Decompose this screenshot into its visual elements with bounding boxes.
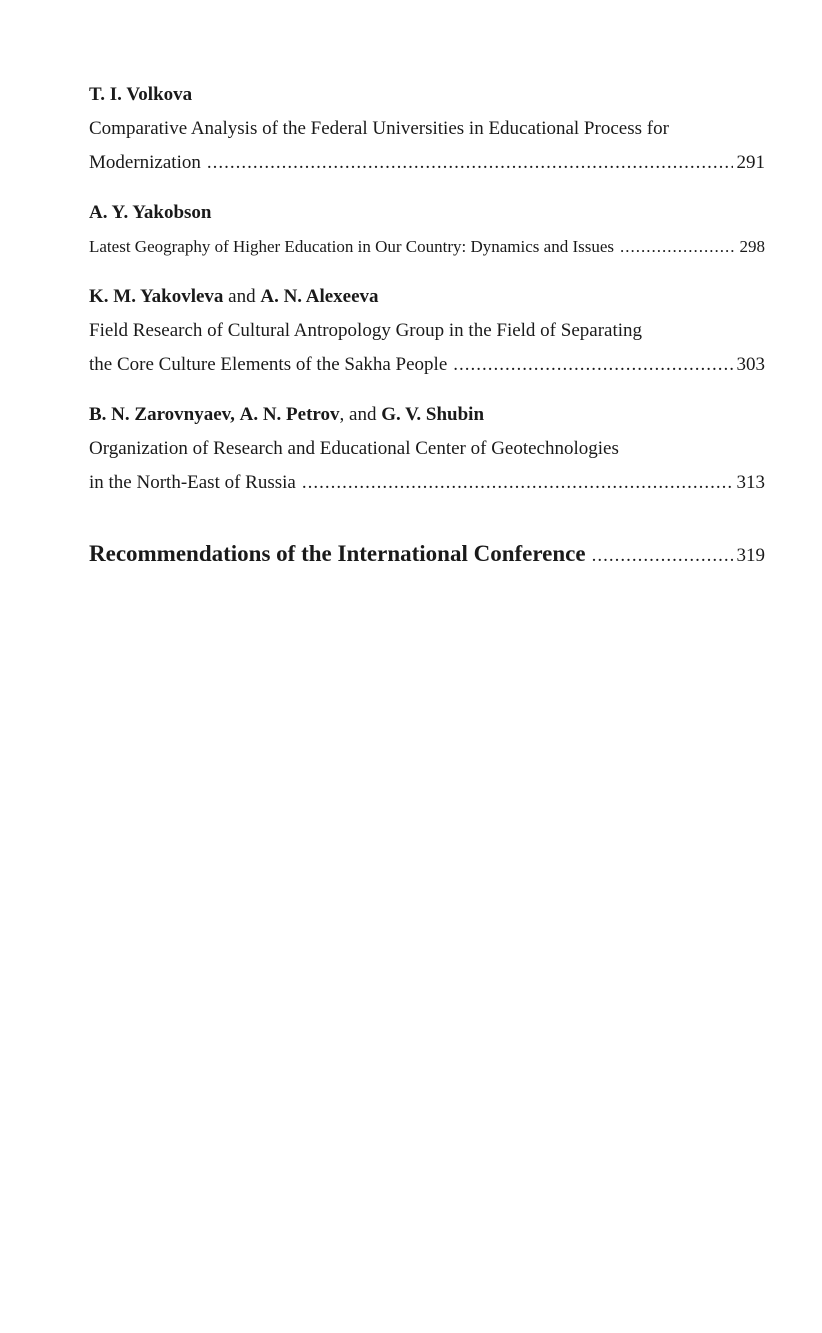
toc-entry bbox=[89, 196, 765, 264]
entry-title-last-line bbox=[89, 348, 765, 382]
page-number: 303 bbox=[736, 354, 765, 375]
author-name: B. N. Zarovnyaev, bbox=[89, 404, 235, 425]
page-number: 298 bbox=[739, 237, 765, 256]
entry-title-last-line bbox=[89, 466, 765, 500]
toc-entry bbox=[89, 78, 765, 180]
entry-title-text: Latest Geography of Higher Education in Our Country: Dynamics and Issues bbox=[89, 237, 614, 256]
page-number: 319 bbox=[736, 545, 765, 566]
entry-title-text: in the North-East of Russia bbox=[89, 472, 296, 493]
entry-title-text: Modernization bbox=[89, 152, 201, 173]
dot-leader bbox=[302, 466, 733, 500]
author-name: A. Y. Yakobson bbox=[89, 202, 212, 223]
author-name: T. I. Volkova bbox=[89, 84, 193, 105]
table-of-contents bbox=[89, 78, 765, 574]
author-separator: and bbox=[223, 286, 261, 307]
entry-authors bbox=[89, 78, 765, 112]
author-name: K. M. Yakovleva bbox=[89, 286, 224, 307]
entry-title-text: the Core Culture Elements of the Sakha People bbox=[89, 354, 448, 375]
toc-entry bbox=[89, 280, 765, 382]
conference-title: Recommendations of the International Conference bbox=[89, 541, 586, 566]
entry-title-line: Organization of Research and Educational Center of Geotechnologies bbox=[89, 438, 619, 459]
entry-authors bbox=[89, 280, 765, 314]
author-name: A. N. Petrov bbox=[239, 404, 340, 425]
author-name: A. N. Alexeeva bbox=[260, 286, 379, 307]
entry-title-line: Comparative Analysis of the Federal Universities in Educational Process for bbox=[89, 118, 669, 139]
entry-title-last-line bbox=[89, 230, 765, 264]
dot-leader bbox=[620, 230, 736, 264]
entry-title-line: Field Research of Cultural Antropology Group in the Field of Separating bbox=[89, 320, 643, 341]
dot-leader bbox=[207, 146, 733, 180]
dot-leader bbox=[592, 536, 733, 574]
entry-title-last-line bbox=[89, 146, 765, 180]
dot-leader bbox=[453, 348, 732, 382]
author-separator: , and bbox=[339, 404, 382, 425]
page-number: 313 bbox=[736, 472, 765, 493]
entry-authors bbox=[89, 196, 765, 230]
toc-entry bbox=[89, 398, 765, 500]
page-number: 291 bbox=[736, 152, 765, 173]
author-name: G. V. Shubin bbox=[381, 404, 485, 425]
entry-authors bbox=[89, 398, 765, 432]
conference-entry bbox=[89, 534, 765, 574]
